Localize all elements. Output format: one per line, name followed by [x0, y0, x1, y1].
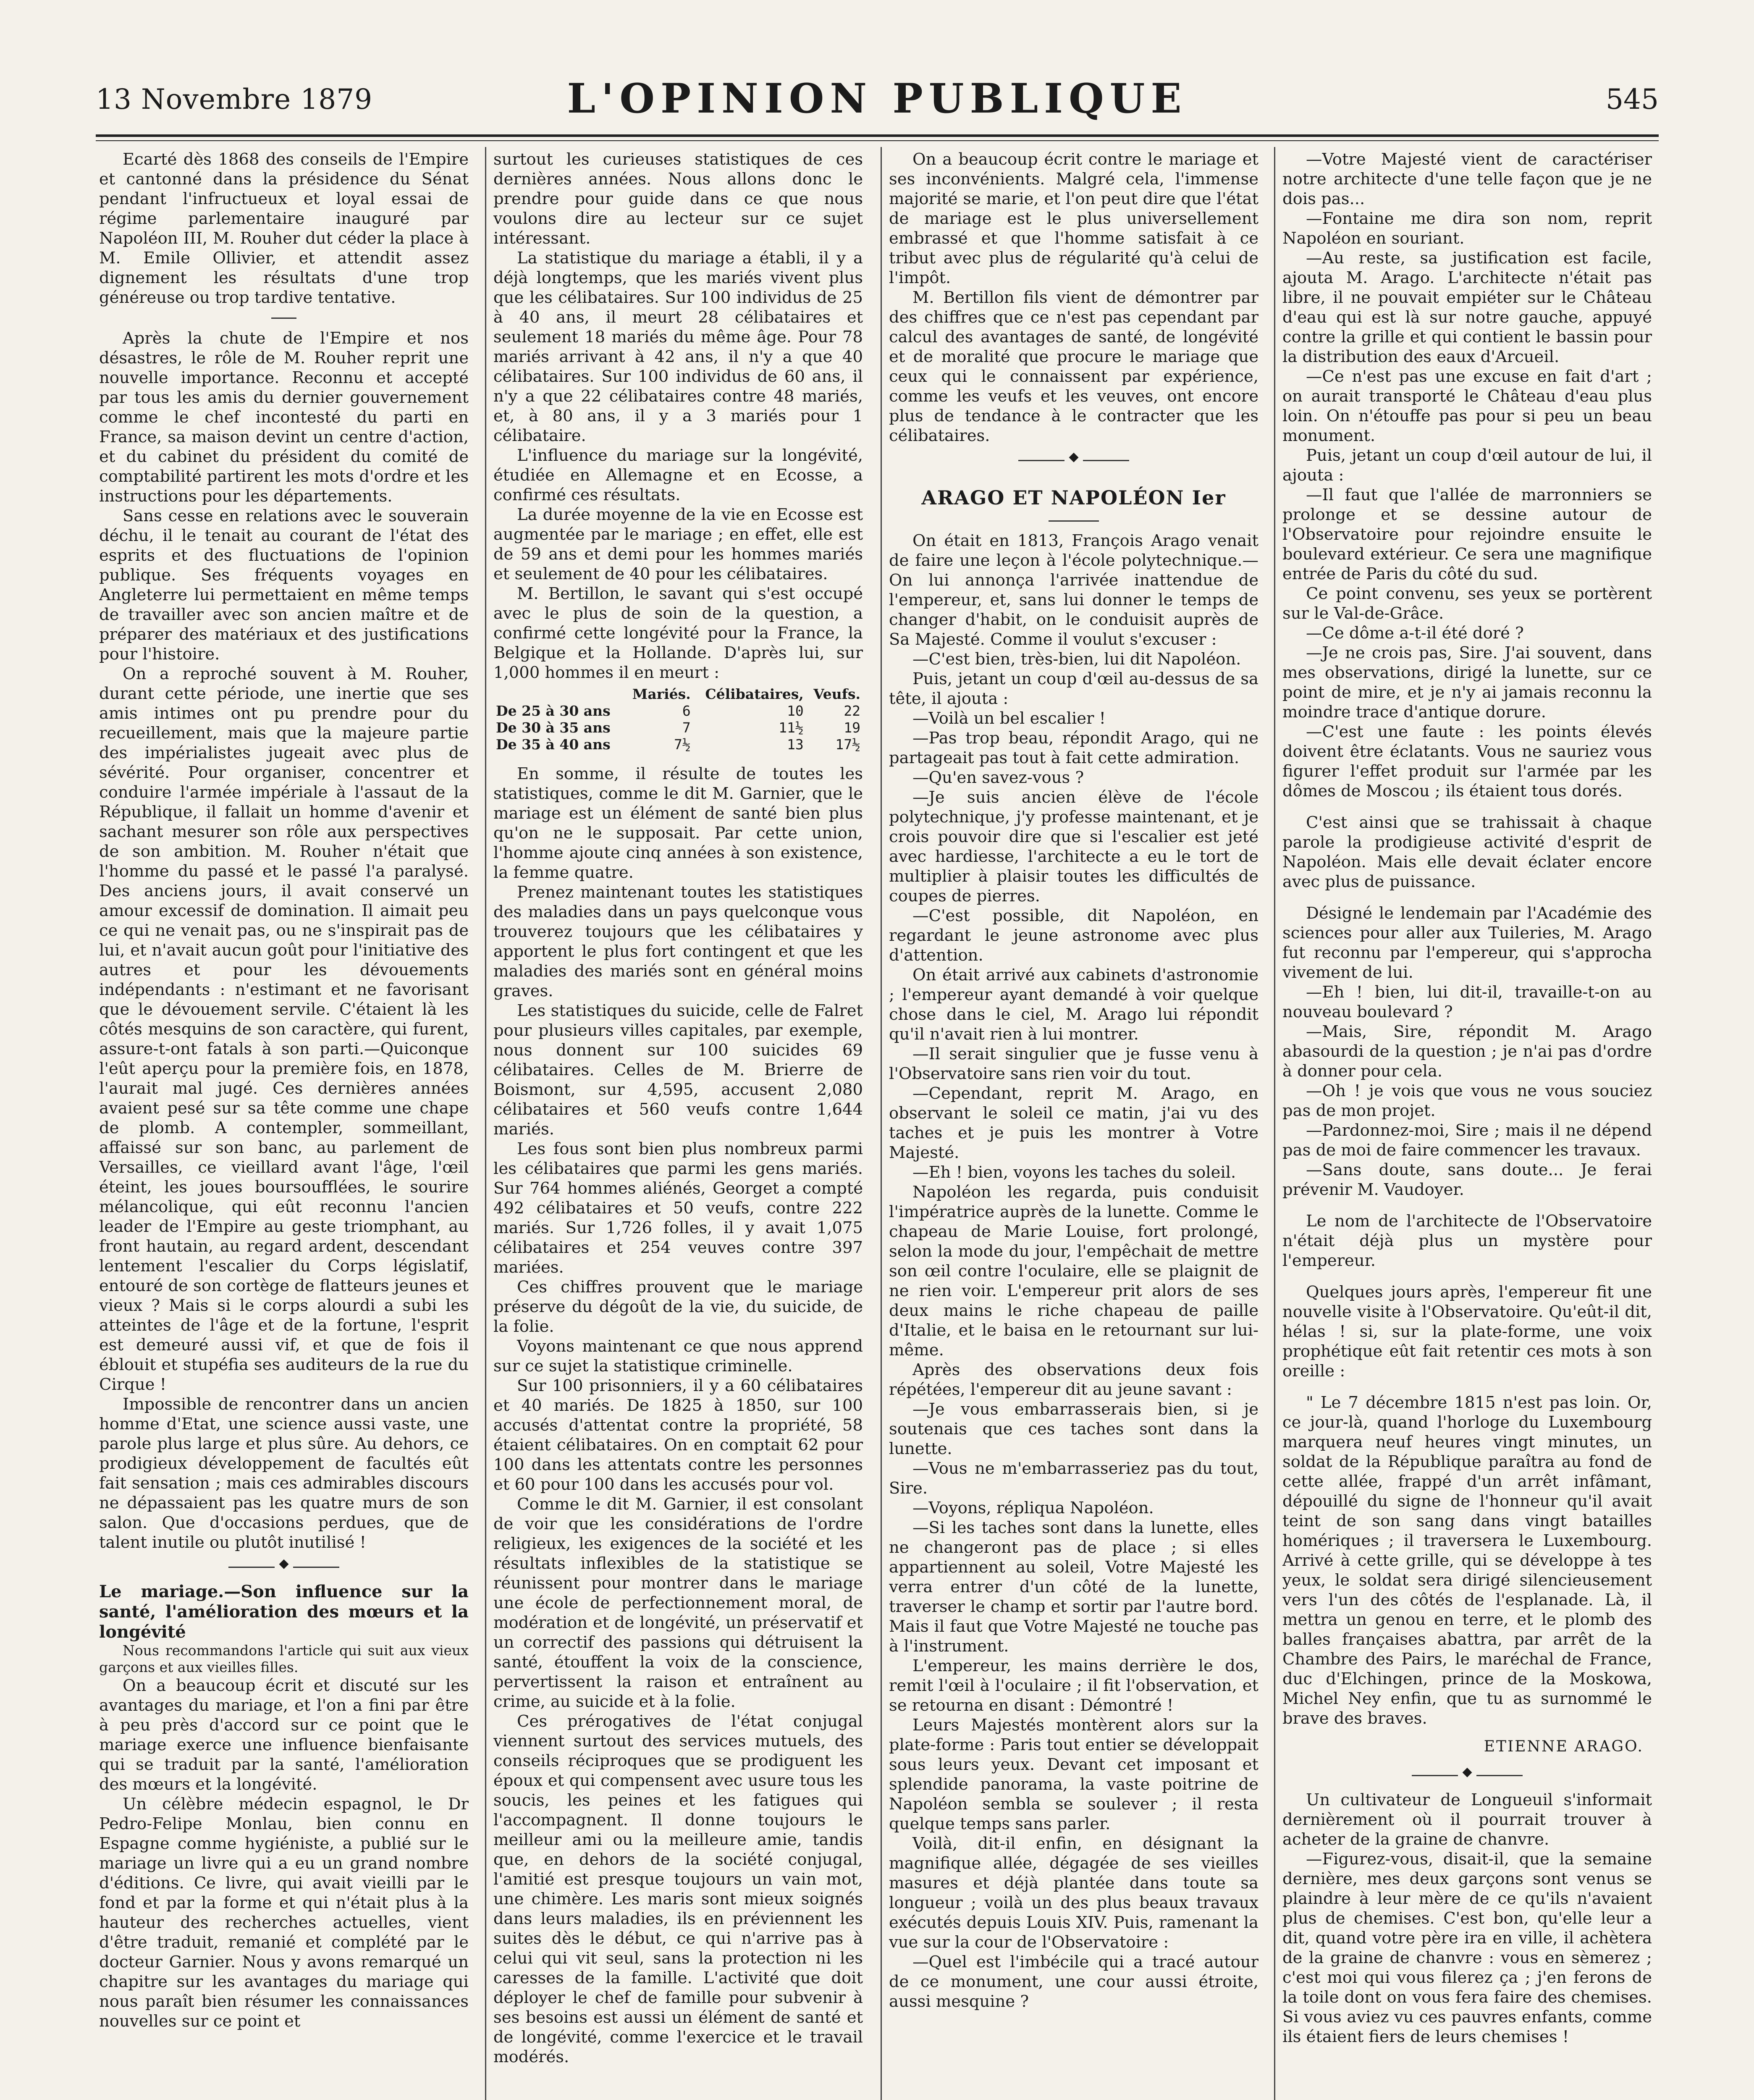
paragraph: Les statistiques du suicide, celle de Falret pour plusieurs villes capitales, par exemple, nous donnent sur 100 suicides 69 célibataires. Celles de M. Brierre de Boismont, sur 4,595, accusent 2,080 célibataires et 560 veufs contre 1,644 mariés. [493, 1001, 863, 1139]
paragraph: —Eh ! bien, lui dit-il, travaille-t-on au nouveau boulevard ? [1282, 983, 1652, 1021]
paragraph: —Ce dôme a-t-il été doré ? [1306, 624, 1524, 643]
paragraph: Désigné le lendemain par l'Académie des sciences pour aller aux Tuileries, M. Arago fut reconnu par l'empereur, qui s'approcha vivement de lui. [1282, 904, 1652, 982]
table-cell: 22 [844, 703, 860, 719]
column-separator [485, 147, 486, 2100]
paragraph: Comme le dit M. Garnier, il est consolant de voir que les considérations de l'ordre religieux, les exigences de la société et les résultats inflexibles de la statistique se réunissent pour montrer dans le mariage une école de perfectionnement moral, de modération et de longévité, un préservatif et un correctif des passions qui détruisent la santé, étouffent la voix de la conscience, pervertissent la raison et entraînent au crime, au suicide et à la folie. [493, 1495, 863, 1711]
paragraph: —Mais, Sire, répondit M. Arago abasourdi de la question ; je n'ai pas d'ordre à donner pour cela. [1282, 1022, 1652, 1081]
ornament-divider: ◆ [99, 1552, 469, 1582]
newspaper-title: L'OPINION PUBLIQUE [567, 75, 1188, 122]
paragraph: Leurs Majestés montèrent alors sur la plate-forme : Paris tout entier se développait sous leurs yeux. Devant cet imposant et splendide panorama, la vaste poitrine de Napoléon sembla se soulever ; il resta quelque temps sans parler. [889, 1716, 1258, 1833]
paragraph: On a beaucoup écrit et discuté sur les avantages du mariage, et l'on a fini par être à peu près d'accord sur ce point que le mariage exerce une influence bienfaisante qui se traduit par la santé, l'amélioration des mœurs et la longévité. [99, 1676, 469, 1794]
paragraph: —Au reste, sa justification est facile, ajouta M. Arago. L'architecte n'était pas libre, il ne pouvait empiéter sur le Château d'eau qui est là sur notre gauche, appuyé contre la grille et qui contient le bassin pour la distribution des eaux d'Arcueil. [1282, 249, 1652, 366]
paragraph: Après la chute de l'Empire et nos désastres, le rôle de M. Rouher reprit une nouvelle importance. Reconnu et accepté par tous les amis du dernier gouvernement comme le chef incontesté du parti en France, sa maison devint un centre d'action, et du cabinet du président du comité de comptabilité partirent les mots d'ordre et les instructions pour les départements. [99, 329, 469, 506]
paragraph: —Quel est l'imbécile qui a tracé autour de ce monument, une cour aussi étroite, aussi mesquine ? [889, 1953, 1258, 2011]
paragraph: —Pardonnez-moi, Sire ; mais il ne dépend pas de moi de faire commencer les travaux. [1282, 1121, 1652, 1160]
paragraph: Voilà, dit-il enfin, en désignant la magnifique allée, dégagée de ses vieilles masures et déjà plantée dans toute sa longueur ; voilà un des plus beaux travaux exécutés depuis Louis XIV. Puis, ramenant la vue sur la cour de l'Observatoire : [889, 1834, 1258, 1952]
paragraph: —Il serait singulier que je fusse venu à l'Observatoire sans rien voir du tout. [889, 1045, 1258, 1083]
paragraph: —Je ne crois pas, Sire. J'ai souvent, dans mes observations, dirigé la lunette, sur ce point de mire, et je n'y ai jamais reconnu la moindre trace d'antique dorure. [1282, 643, 1652, 722]
paragraph: —Sans doute, sans doute... Je ferai prévenir M. Vaudoyer. [1282, 1160, 1652, 1199]
table-cell: De 35 à 40 ans [496, 736, 611, 753]
title-rule [1049, 520, 1099, 522]
paragraph: Puis, jetant un coup d'œil autour de lui, il ajouta : [1282, 446, 1652, 485]
table-cell: 7½ [674, 736, 691, 753]
paragraph: L'influence du mariage sur la longévité, étudiée en Allemagne et en Ecosse, a confirmé ces résultats. [493, 446, 863, 504]
paragraph: —Pas trop beau, répondit Arago, qui ne partageait pas tout à fait cette admiration. [889, 729, 1258, 767]
paragraph: Le nom de l'architecte de l'Observatoire n'était déjà plus un mystère pour l'empereur. [1282, 1212, 1652, 1270]
column-separator [1274, 147, 1275, 2100]
table-header: Veufs. [813, 686, 860, 702]
paragraph: L'empereur, les mains derrière le dos, remit l'œil à l'oculaire ; il fit l'observation, et se retourna en disant : Démontré ! [889, 1656, 1258, 1715]
paragraph: Puis, jetant un coup d'œil au-dessus de sa tête, il ajouta : [889, 669, 1258, 708]
column-separator [881, 147, 882, 2100]
quotation: " Le 7 décembre 1815 n'est pas loin. Or, ce jour-là, quand l'horloge du Luxembourg marquera neuf heures vingt minutes, un soldat de la République paraîtra au fond de cette allée, frappé d'un arrêt infâmant, dépouillé du signe de l'honneur qu'il avait teint de son sang dans vingt batailles homériques ; il traversera le Luxembourg. Arrivé à cette grille, qui se développe à tes yeux, le soldat sera dirigé silencieusement vers l'un des côtés de l'esplanade. Là, il mettra un genou en terre, et le plomb des balles françaises abattra, par arrêt de la Chambre des Pairs, le maréchal de France, duc d'Elchingen, prince de la Moskowa, Michel Ney enfin, que tu as surnommé le brave des braves. [1282, 1393, 1652, 1728]
paragraph: —Voyons, répliqua Napoléon. [912, 1499, 1154, 1517]
masthead [96, 75, 1659, 129]
author-signature: ETIENNE ARAGO. [1484, 1738, 1644, 1755]
paragraph: La durée moyenne de la vie en Ecosse est augmentée par le mariage ; en effet, elle est de 59 ans et demi pour les hommes mariés et seulement de 40 pour les célibataires. [493, 505, 863, 583]
ornament-divider: ◆ [1282, 1761, 1652, 1790]
table-row [493, 719, 863, 736]
paragraph: On était en 1813, François Arago venait de faire une leçon à l'école polytechnique.—On lui annonça l'arrivée inattendue de l'empereur, et, sans lui donner le temps de changer d'habit, on le conduisit auprès de Sa Majesté. Comme il voulut s'excuser : [889, 531, 1258, 649]
table-header: Célibataires, [705, 686, 804, 702]
paragraph: —Voilà un bel escalier ! [912, 709, 1106, 728]
paragraph: —C'est bien, très-bien, lui dit Napoléon. [912, 650, 1241, 669]
paragraph: Sans cesse en relations avec le souverain déchu, il le tenait au courant de l'état des esprits et des fluctuations de l'opinion publique. Ses fréquents voyages en Angleterre lui permettaient en même temps de travailler avec son ancien maître et de préparer des matériaux et des justifications pour l'histoire. [99, 507, 469, 664]
paragraph: En somme, il résulte de toutes les statistiques, comme le dit M. Garnier, que le mariage est un élément de santé bien plus qu'on ne le supposait. Par cette union, l'homme ajoute cinq années à son existence, la femme quatre. [493, 764, 863, 882]
header-rule-thin [96, 140, 1659, 141]
paragraph: On était arrivé aux cabinets d'astronomie ; l'empereur ayant demandé à voir quelque chose dans le ciel, M. Arago lui répondit qu'il n'avait rien à lui montrer. [889, 966, 1258, 1044]
paragraph: Après des observations deux fois répétées, l'empereur dit au jeune savant : [889, 1360, 1258, 1399]
table-header-row [493, 686, 863, 703]
table-cell: 19 [844, 719, 860, 736]
paragraph: Prenez maintenant toutes les statistiques des maladies dans un pays quelconque vous trouverez toujours que les célibataires y apportent le plus fort contingent et que les maladies des mariés sont en général moins graves. [493, 883, 863, 1000]
paragraph: C'est ainsi que se trahissait à chaque parole la prodigieuse activité d'esprit de Napoléon. Mais elle devait éclater encore avec plus de puissance. [1282, 813, 1652, 891]
paragraph: —Fontaine me dira son nom, reprit Napoléon en souriant. [1282, 209, 1652, 248]
paragraph: Sur 100 prisonniers, il y a 60 célibataires et 40 mariés. De 1825 à 1850, sur 100 accusés d'attentat contre la propriété, 58 étaient célibataires. On en comptait 62 pour 100 dans les attentats contre les personnes et 60 pour 100 dans les accusés pour vol. [493, 1376, 863, 1494]
table-row [493, 703, 863, 719]
header-rule [96, 134, 1659, 137]
paragraph: —Qu'en savez-vous ? [912, 768, 1084, 787]
column-3 [889, 150, 1258, 2100]
paragraph: Ce point convenu, ses yeux se portèrent sur le Val-de-Grâce. [1282, 584, 1652, 623]
page-number: 545 [1606, 83, 1659, 116]
paragraph: Quelques jours après, l'empereur fit une nouvelle visite à l'Observatoire. Qu'eût-il dit, hélas ! si, sur la plate-forme, une voix prophétique eût fait retentir ces mots à son oreille : [1282, 1283, 1652, 1381]
table-row [493, 736, 863, 753]
paragraph: —Il faut que l'allée de marronniers se prolonge et se dessine autour de l'Observatoire pour rejoindre ensuite le boulevard extérieur. Ce sera une magnifique entrée de Paris du côté du sud. [1282, 486, 1652, 583]
paragraph: —Oh ! je vois que vous ne vous souciez pas de mon projet. [1282, 1082, 1652, 1120]
paragraph: —Cependant, reprit M. Arago, en observant le soleil ce matin, j'ai vu des taches et je puis les montrer à Votre Majesté. [889, 1084, 1258, 1162]
table-cell: 6 [682, 703, 691, 719]
table-cell: De 30 à 35 ans [496, 719, 611, 736]
paragraph: surtout les curieuses statistiques de ces dernières années. Nous allons donc le prendre pour guide dans ce que nous voulons dire au lecteur sur ce sujet intéressant. [493, 150, 863, 248]
paragraph: —Eh ! bien, voyons les taches du soleil. [912, 1163, 1236, 1182]
paragraph: M. Bertillon fils vient de démontrer par des chiffres que ce n'est pas cependant par calcul des avantages de santé, de longévité et de moralité que procure le mariage que ceux qui le connaissent par expérience, comme les veufs et les veuves, ont encore plus de tendance à le contracter que les célibataires. [889, 288, 1258, 445]
paragraph: Un célèbre médecin espagnol, le Dr Pedro-Felipe Monlau, bien connu en Espagne comme hygiéniste, a publié sur le mariage un livre qui a eu un grand nombre d'éditions. Ce livre, qui avait vieilli par le fond et par la forme et qui n'était plus à la hauteur des recherches actuelles, vient d'être traduit, remanié et complété par le docteur Garnier. Nous y avons remarqué un chapitre sur les avantages du mariage qui nous paraît bien résumer les connaissances nouvelles sur ce point et [99, 1795, 469, 2031]
paragraph: —Vous ne m'embarrasseriez pas du tout, Sire. [889, 1459, 1258, 1498]
paragraph: —Ce n'est pas une excuse en fait d'art ; on aurait transporté le Château d'eau plus loin. On n'étouffe pas pour si peu un beau monument. [1282, 367, 1652, 445]
table-header: Mariés. [632, 686, 691, 702]
column-1 [99, 150, 469, 2100]
paragraph: —Je suis ancien élève de l'école polytechnique, j'y professe maintenant, et je crois pouvoir dire que si l'escalier est jeté avec hardiesse, l'architecte a eu le tort de multiplier à plaisir toutes les difficultés de coupes de pierres. [889, 788, 1258, 906]
paragraph: Napoléon les regarda, puis conduisit l'impératrice auprès de la lunette. Comme le chapeau de Marie Louise, fort prolongé, selon la mode du jour, l'empêchait de mettre son œil contre l'oculaire, elle se plaignit de ne rien voir. L'empereur prit alors de ses deux mains le riche chapeau de paille d'Italie, et le baisa en le retournant sur lui-même. [889, 1183, 1258, 1360]
paragraph: Un cultivateur de Longueuil s'informait dernièrement où il pourrait trouver à acheter de la graine de chanvre. [1282, 1790, 1652, 1849]
paragraph: Voyons maintenant ce que nous apprend sur ce sujet la statistique criminelle. [493, 1337, 863, 1376]
article-title: Le mariage.—Son influence sur la santé, l'amélioration des mœurs et la longévité [99, 1582, 469, 1642]
paragraph: M. Bertillon, le savant qui s'est occupé avec le plus de soin de la question, a confirmé cette longévité pour la France, la Belgique et la Hollande. D'après lui, sur 1,000 hommes il en meurt : [493, 584, 863, 682]
paragraph: Ces chiffres prouvent que le mariage préserve du dégoût de la vie, du suicide, de la folie. [493, 1278, 863, 1336]
table-cell: De 25 à 30 ans [496, 703, 611, 719]
table-cell: 10 [787, 703, 804, 719]
paragraph: —Figurez-vous, disait-il, que la semaine dernière, mes deux garçons sont venus se plaindre à leur mère de ce qu'ils n'avaient plus de chemises. C'est bon, qu'elle leur a dit, quand votre père ira en ville, il achètera de la graine de chanvre : vous en sèmerez ; c'est moi qui vous filerez ça ; j'en ferons de la toile dont on vous fera faire des chemises. Si vous aviez vu ces pauvres enfants, comme ils étaient fiers de leurs chemises ! [1282, 1850, 1652, 2046]
table-header [493, 686, 624, 703]
paragraph: Ces prérogatives de l'état conjugal viennent surtout des services mutuels, des conseils réciproques que se prodiguent les époux et qui compensent avec usure tous les soucis, les peines et les fatigues qui l'accompagnent. Il donne toujours le meilleur ami ou la meilleure amie, tandis que, en dehors de la société conjugal, l'amitié est presque toujours un vain mot, une chimère. Les maris sont mieux soignés dans leurs maladies, ils en préviennent les suites dès le début, ce qui n'arrive pas à celui qui vit seul, sans la protection ni les caresses de la famille. L'activité que doit déployer le chef de famille pour subvenir à ses besoins est aussi un élément de santé et de longévité, comme l'exercice et le travail modérés. [493, 1712, 863, 2066]
paragraph: On a beaucoup écrit contre le mariage et ses inconvénients. Malgré cela, l'immense majorité se marie, et l'on peut dire que l'état de mariage est le plus universellement embrassé et que l'homme satisfait à ce tribut avec plus de régularité qu'à celui de l'impôt. [889, 150, 1258, 287]
paragraph: —Je vous embarrasserais bien, si je soutenais que ces taches sont dans la lunette. [889, 1400, 1258, 1458]
editor-note: Nous recommandons l'article qui suit aux vieux garçons et aux vieilles filles. [99, 1642, 469, 1675]
mortality-table [493, 686, 863, 753]
table-cell: 17½ [835, 736, 860, 753]
issue-date: 13 Novembre 1879 [96, 83, 373, 116]
paragraph: —C'est possible, dit Napoléon, en regardant le jeune astronome avec plus d'attention. [889, 906, 1258, 965]
table-cell: 7 [682, 719, 691, 736]
column-2 [493, 150, 863, 2100]
paragraph: Ecarté dès 1868 des conseils de l'Empire et cantonné dans la présidence du Sénat pendant l'infructueux et loyal essai de régime parlementaire inauguré par Napoléon III, M. Rouher dut céder la place à M. Emile Ollivier, et attendit assez dignement les résultats d'une trop généreuse ou trop tardive tentative. [99, 150, 469, 307]
paragraph: Impossible de rencontrer dans un ancien homme d'Etat, une science aussi vaste, une parole plus large et plus sûre. Au dehors, ce prodigieux développement de facultés eût fait sensation ; mais ces admirables discours ne dépassaient pas les quatre murs de son salon. Que d'occasions perdues, que de talent inutile ou plutôt inutilisé ! [99, 1395, 469, 1552]
paragraph: La statistique du mariage a établi, il y a déjà longtemps, que les mariés vivent plus que les célibataires. Sur 100 individus de 25 à 40 ans, il meurt 28 célibataires et seulement 18 mariés du même âge. Pour 78 mariés arrivant à 42 ans, il n'y a que 40 célibataires. Sur 100 individus de 60 ans, il n'y a que 22 célibataires contre 48 mariés, et, à 80 ans, il y a 3 mariés pour 1 célibataire. [493, 249, 863, 445]
paragraph: On a reproché souvent à M. Rouher, durant cette période, une inertie que ses amis intimes ont pu prendre pour du recueillement, mais que la majeure partie des impérialistes jugeait avec plus de sévérité. Pour organiser, concentrer et conduire l'armée impériale à l'assaut de la République, il fallait un homme d'avenir et sachant mesurer son rôle aux perspectives de son ambition. M. Rouher n'était que l'homme du passé et le passé l'a paralysé. Des anciens jours, il avait conservé un amour excessif de domination. Il aimait peu ce qui ne venait pas, ou ne s'inspirait pas de lui, et n'avait aucun goût pour l'initiative des autres et pour les dévouements indépendants : n'estimant et ne favorisant que le dévouement servile. C'étaient là les côtés mesquins de son caractère, qui furent, assure-t-ont fatals à son parti.—Quiconque l'eût aperçu pour la première fois, en 1878, l'aurait mal jugé. Ces dernières années avaient pesé sur sa tête comme une chape de plomb. A contempler, sommeillant, affaissé sur son banc, au parlement de Versailles, ce vieillard avant l'âge, l'œil éteint, les joues boursoufflées, le sourire mélancolique, qui eût reconnu l'ancien leader de l'Empire au geste triomphant, au front hautain, au regard ardent, descendant lentement l'escalier du Corps législatif, entouré de son cortège de flatteurs jeunes et vieux ? Mais si le corps alourdi a subi les atteintes de l'âge et de la fortune, l'esprit est demeuré aussi vif, et que de fois il éblouit et stupéfia ses auditeurs de la rue du Cirque ! [99, 664, 469, 1394]
paragraph: —C'est une faute : les points élevés doivent être éclatants. Vous ne sauriez vous figurer l'effet produit sur l'armée par les dômes de Moscou ; ils étaient tous dorés. [1282, 722, 1652, 801]
paragraph: —Votre Majesté vient de caractériser notre architecte d'une telle façon que je ne dois pas... [1282, 150, 1652, 208]
article-title: ARAGO ET NAPOLÉON Ier [921, 486, 1226, 509]
table-cell: 11½ [779, 719, 804, 736]
paragraph: Les fous sont bien plus nombreux parmi les célibataires que parmi les gens mariés. Sur 764 hommes aliénés, Georget a compté 492 célibataires et 50 veufs, contre 222 mariés. Sur 1,726 folles, il y avait 1,075 célibataires et 254 veuves contre 397 mariées. [493, 1139, 863, 1277]
table-cell: 13 [787, 736, 804, 753]
column-4 [1282, 150, 1652, 2100]
ornament-divider: ◆ [889, 446, 1258, 475]
paragraph: —Si les taches sont dans la lunette, elles ne changeront pas de place ; si elles appartiennent au soleil, Votre Majesté les verra entrer d'un côté de la lunette, traverser le champ et sortir par l'autre bord. Mais il faut que Votre Majesté ne touche pas à l'instrument. [889, 1518, 1258, 1656]
section-divider [99, 307, 469, 328]
